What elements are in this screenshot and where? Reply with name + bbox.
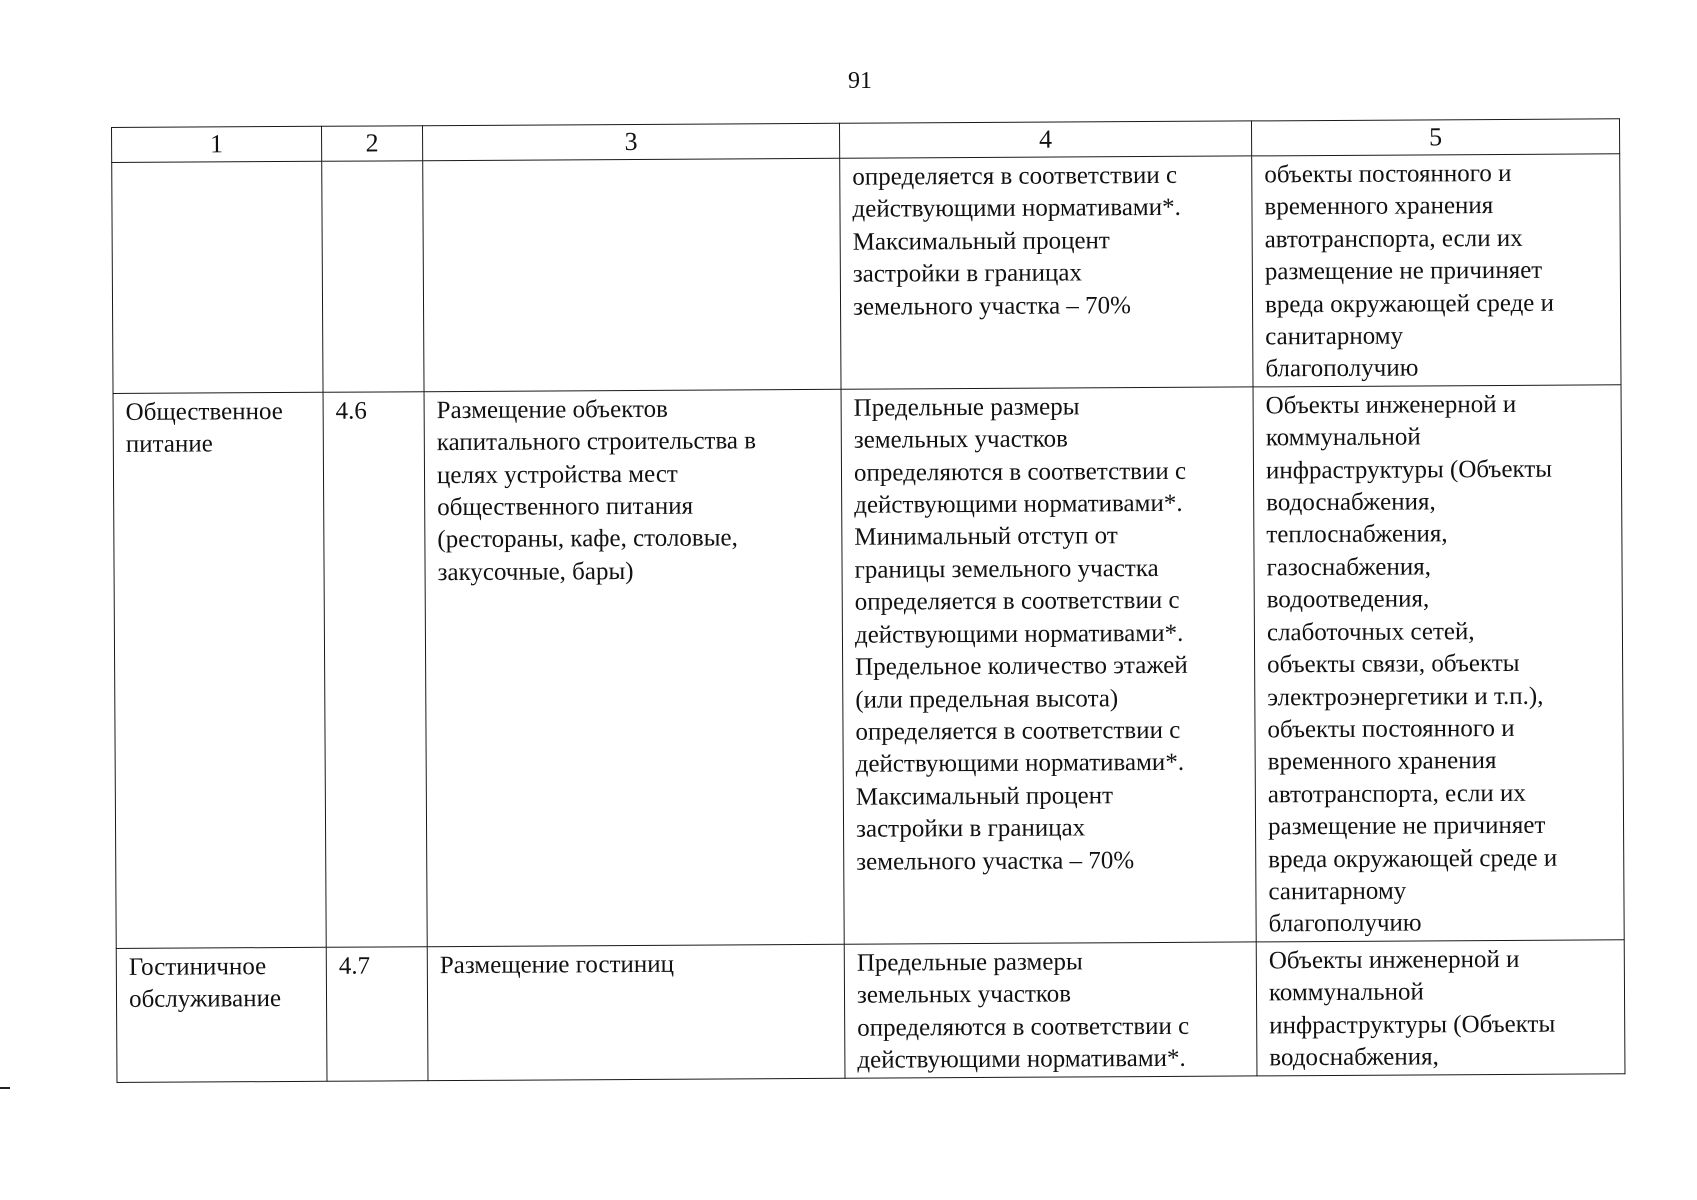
- scan-margin-mark: [0, 1087, 10, 1089]
- parameters-cell: Предельные размеры земельных участков определяются в соответствии с действующими нормативами*. Минимальный отступ от границы земельного участка определяется в соответствии с действующими нормативами*. Предельное количество этажей (или предельная высота) определяется в соответствии с действующими нормативами*. Максимальный процент застройки в границах земельного участка – 70%: [841, 387, 1256, 944]
- use-type-name-cell: [112, 161, 323, 393]
- parameters-cell: Предельные размеры земельных участков определяются в соответствии с действующими нормативами*.: [844, 942, 1257, 1078]
- column-header: 1: [112, 126, 322, 162]
- column-header: 3: [422, 123, 839, 160]
- column-header: 5: [1251, 119, 1619, 156]
- use-type-description-cell: [423, 158, 841, 391]
- table-row: [112, 154, 1621, 394]
- auxiliary-uses-cell: Объекты инженерной и коммунальной инфраструктуры (Объекты водоснабжения,: [1256, 940, 1625, 1076]
- use-type-description-cell: Размещение гостиниц: [427, 944, 845, 1080]
- auxiliary-uses-cell: Объекты инженерной и коммунальной инфраструктуры (Объекты водоснабжения, теплоснабжения, газоснабжения, водоотведения, слаботочных сетей, объекты связи, объекты электроэнергетики и т.п.), объекты постоянного и временного хранения автотранспорта, если их размещение не причиняет вреда окружающей среде и санитарному благополучию: [1253, 385, 1624, 942]
- auxiliary-uses-cell: объекты постоянного и временного хранения автотранспорта, если их размещение не причиняет вреда окружающей среде и санитарному благополучию: [1252, 154, 1621, 387]
- column-header: 2: [321, 126, 422, 162]
- use-type-code-cell: 4.6: [323, 392, 427, 947]
- parameters-cell: определяется в соответствии с действующими нормативами*. Максимальный процент застройки в границах земельного участка – 70%: [840, 156, 1253, 389]
- table-row: [116, 940, 1625, 1083]
- column-header: 4: [839, 121, 1251, 158]
- use-type-code-cell: 4.7: [326, 946, 428, 1081]
- table-row: [113, 385, 1624, 949]
- land-use-table: [111, 118, 1625, 1082]
- page-number: 91: [848, 68, 872, 94]
- use-type-code-cell: [322, 161, 424, 392]
- use-type-description-cell: Размещение объектов капитального строительства в целях устройства мест общественного питания (рестораны, кафе, столовые, закусочные, бары): [424, 389, 844, 946]
- use-type-name-cell: Общественное питание: [113, 392, 326, 948]
- use-type-name-cell: Гостиничное обслуживание: [116, 947, 327, 1082]
